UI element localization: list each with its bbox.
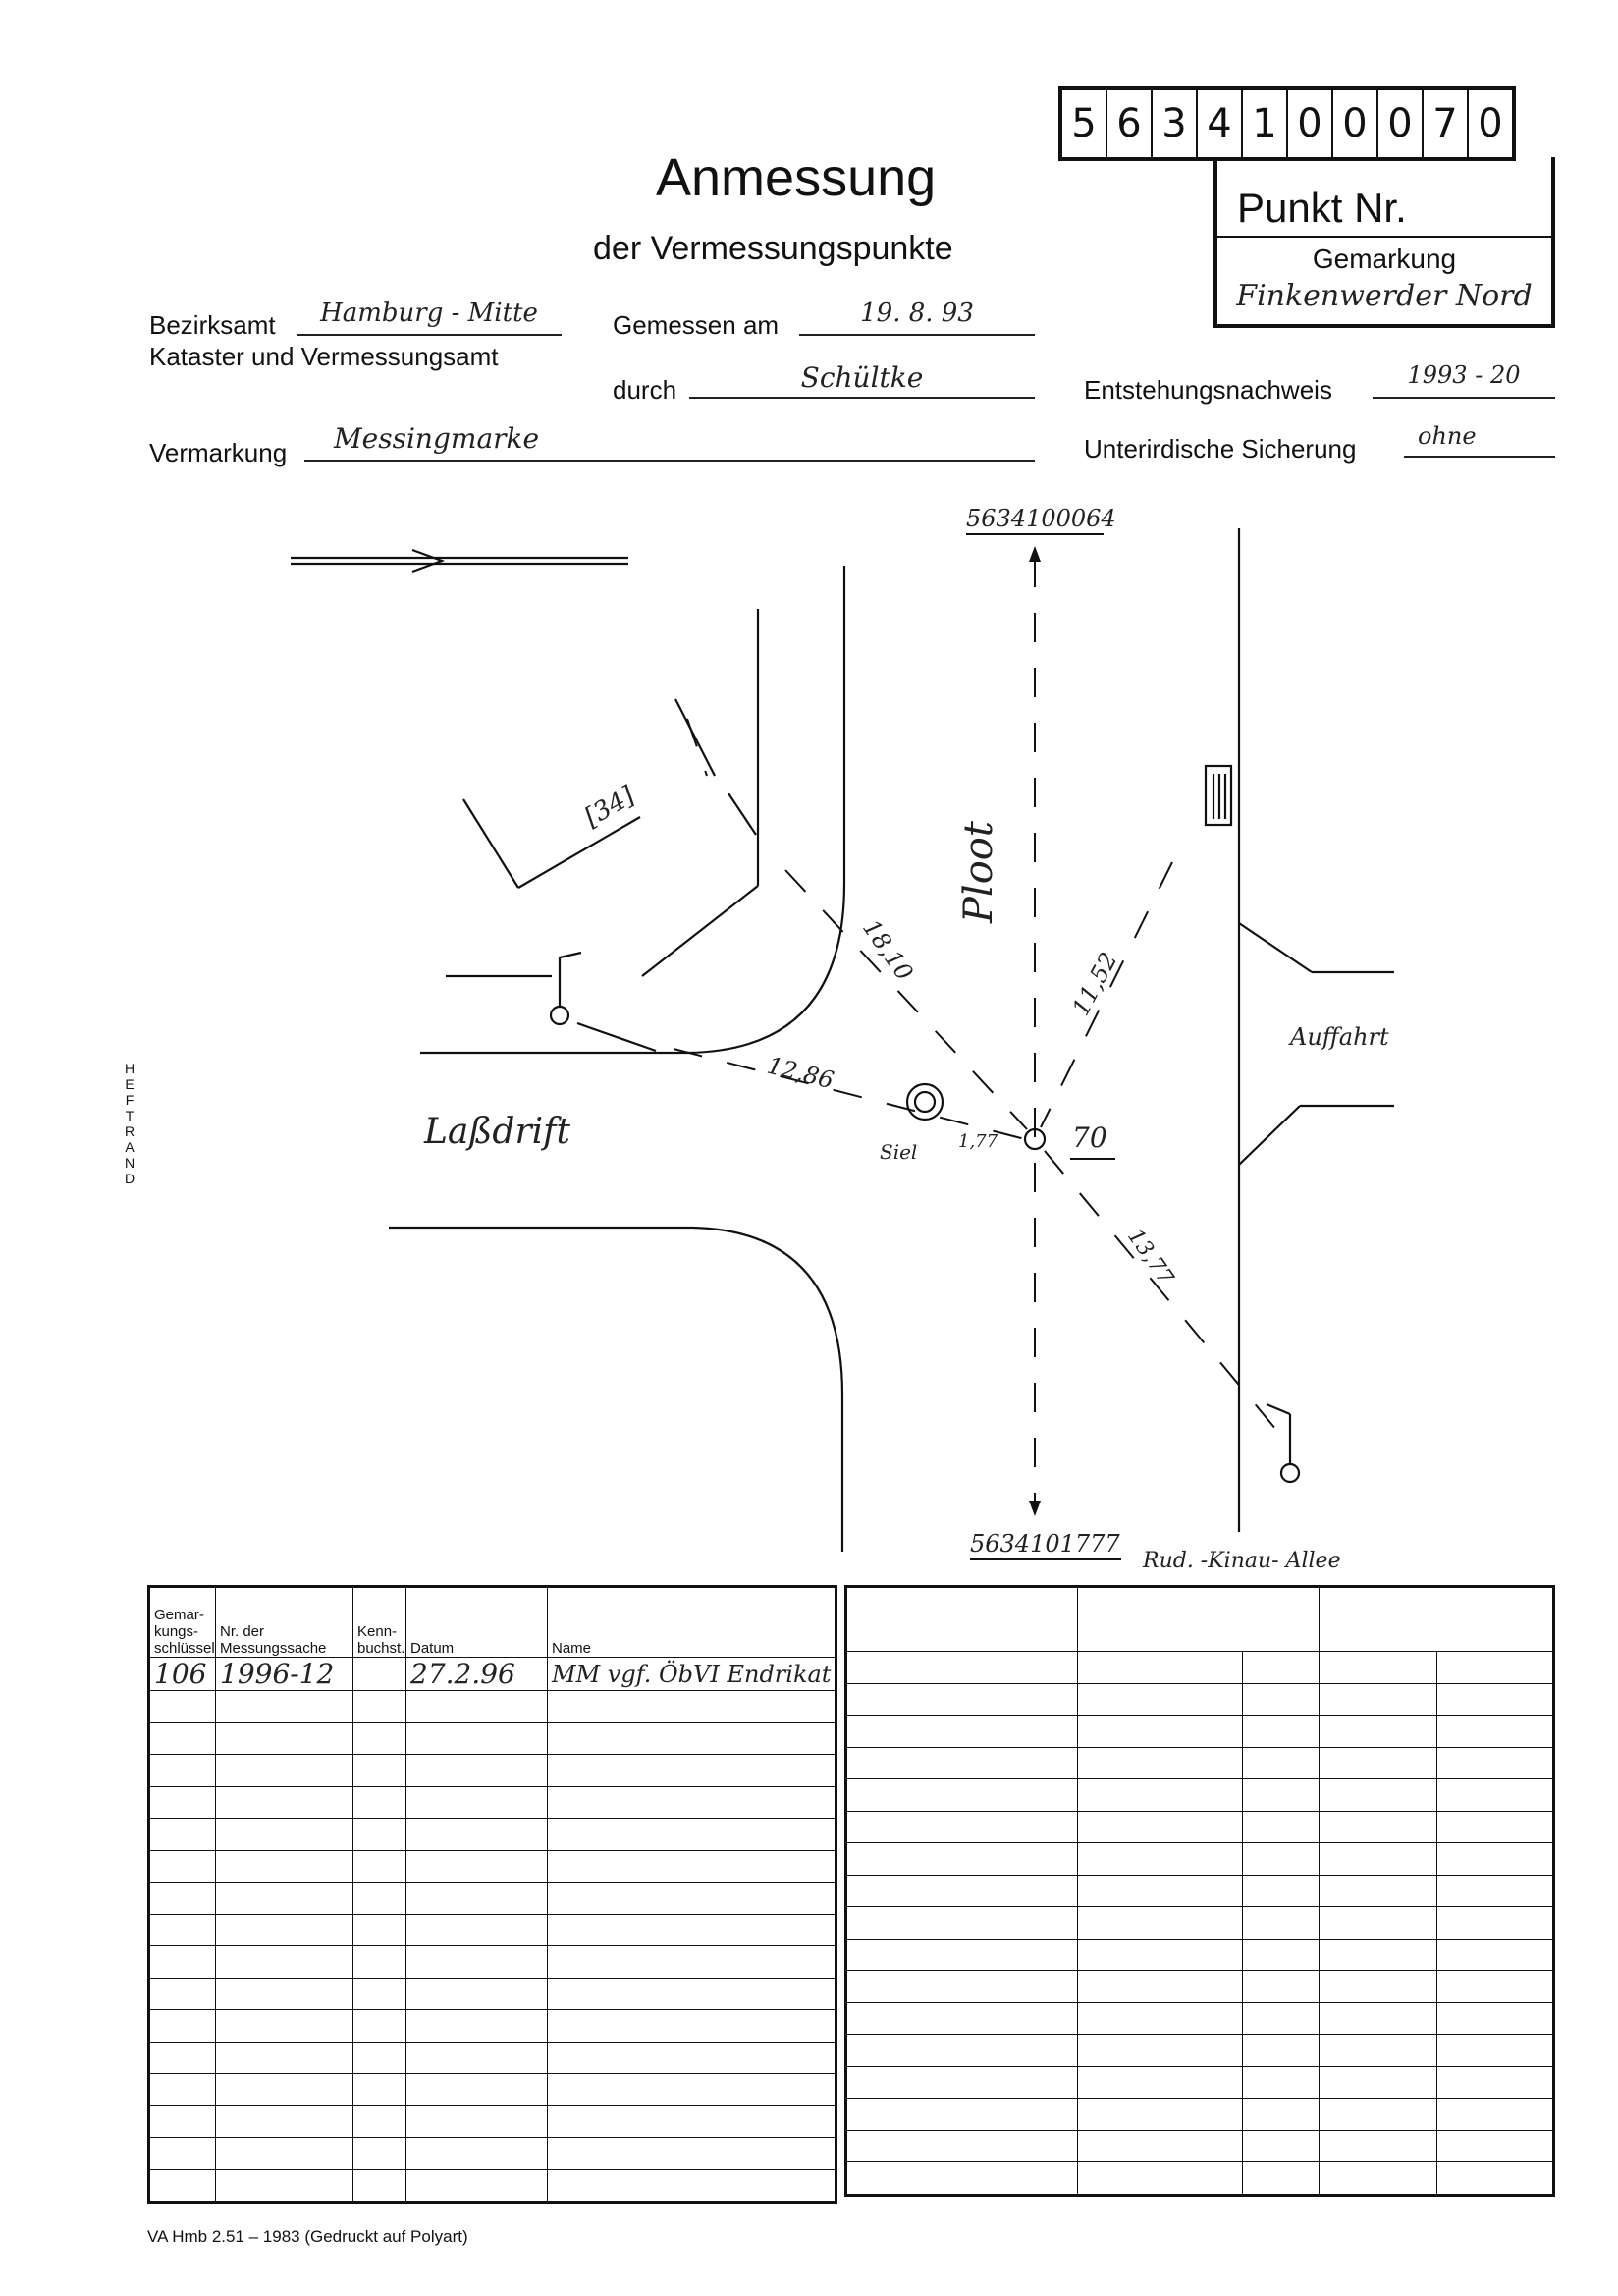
table-cell <box>353 2138 406 2170</box>
table-cell <box>216 1819 353 1851</box>
table-cell <box>1078 2066 1243 2099</box>
table-cell <box>548 2138 836 2170</box>
table-row <box>846 2035 1554 2067</box>
table-row <box>846 1652 1554 1684</box>
table-cell <box>846 2162 1078 2196</box>
table-cell <box>846 1843 1078 1876</box>
table-cell <box>846 2002 1078 2035</box>
col-header <box>406 1587 548 1658</box>
table-cell <box>406 1691 548 1723</box>
table-cell <box>1078 1843 1243 1876</box>
table-cell <box>548 1883 836 1915</box>
table-cell <box>1320 1587 1554 1652</box>
point-number-bottom: 5634101777 <box>970 1530 1120 1558</box>
table-row <box>149 1883 836 1915</box>
punkt-digit: 0 <box>1331 90 1376 157</box>
table-cell <box>353 1850 406 1883</box>
table-cell <box>1320 1875 1437 1907</box>
table-cell <box>1078 1683 1243 1716</box>
table-cell <box>1437 2066 1554 2099</box>
table-row <box>846 2162 1554 2196</box>
table-row <box>846 1716 1554 1748</box>
table-row <box>846 1875 1554 1907</box>
table-row <box>149 1850 836 1883</box>
vermarkung-label: Vermarkung <box>149 438 288 467</box>
distance-label: 11,52 <box>1066 947 1123 1020</box>
heftrand-label: HEFTRAND <box>124 1061 135 1186</box>
table-cell <box>149 1978 216 2010</box>
table-row <box>846 1747 1554 1779</box>
table-cell <box>846 1811 1078 1843</box>
table-cell <box>216 1850 353 1883</box>
table-cell <box>1320 1716 1437 1748</box>
table-cell <box>548 1722 836 1755</box>
table-cell <box>846 1875 1078 1907</box>
siel-marker <box>907 1084 943 1120</box>
table-cell <box>846 1587 1078 1652</box>
street-allee: Rud. -Kinau- Allee <box>1143 1549 1341 1573</box>
table-row <box>149 1722 836 1755</box>
table-cell <box>548 2074 836 2106</box>
distance-label: 1,77 <box>958 1131 998 1152</box>
table-cell <box>406 2138 548 2170</box>
table-cell <box>216 2105 353 2138</box>
table-row <box>149 1946 836 1979</box>
table-cell <box>149 2105 216 2138</box>
table-cell <box>149 1914 216 1946</box>
table-cell <box>149 1722 216 1755</box>
table-cell <box>353 1691 406 1723</box>
table-row <box>149 1755 836 1787</box>
table-row <box>149 1786 836 1819</box>
point-label: 70 <box>1072 1121 1107 1154</box>
table-cell <box>1320 2130 1437 2162</box>
table-cell <box>1320 2162 1437 2196</box>
table-row <box>149 1658 836 1691</box>
table-cell <box>149 2074 216 2106</box>
table-cell <box>548 1914 836 1946</box>
punkt-digit: 4 <box>1196 90 1241 157</box>
table-cell <box>406 1786 548 1819</box>
table-cell <box>1078 2162 1243 2196</box>
col-header <box>216 1587 353 1658</box>
table-row <box>149 2169 836 2203</box>
punkt-digit: 6 <box>1106 90 1151 157</box>
table-cell <box>1320 2035 1437 2067</box>
table-cell <box>353 1755 406 1787</box>
table-row <box>846 1683 1554 1716</box>
entstehung-value: 1993 - 20 <box>1373 361 1555 399</box>
table-cell <box>406 2042 548 2074</box>
table-cell <box>149 2138 216 2170</box>
table-cell <box>353 1786 406 1819</box>
table-cell <box>1078 1907 1243 1940</box>
table-cell <box>1243 1843 1320 1876</box>
table-cell <box>1320 1811 1437 1843</box>
table-cell <box>353 2042 406 2074</box>
table-cell <box>548 1819 836 1851</box>
table-cell <box>149 2169 216 2203</box>
table-row <box>846 2099 1554 2131</box>
table-cell <box>149 1946 216 1979</box>
table-cell <box>216 2074 353 2106</box>
point-number-top: 5634100064 <box>966 505 1116 532</box>
table-cell <box>548 2105 836 2138</box>
table-cell <box>846 1683 1078 1716</box>
table-row <box>149 1978 836 2010</box>
entstehung-label: Entstehungsnachweis <box>1084 375 1332 405</box>
table-cell <box>1320 2002 1437 2035</box>
table-cell <box>1320 1652 1437 1684</box>
table-cell <box>406 2169 548 2203</box>
table-cell <box>406 1946 548 1979</box>
table-row <box>846 1779 1554 1812</box>
distance-label: 12,86 <box>764 1051 836 1095</box>
table-cell <box>149 1691 216 1723</box>
table-cell <box>1437 1875 1554 1907</box>
table-cell <box>548 2042 836 2074</box>
table-cell <box>548 1978 836 2010</box>
table-cell <box>1078 1747 1243 1779</box>
measure-line <box>1045 1151 1276 1430</box>
table-cell <box>216 1755 353 1787</box>
table-cell <box>1243 2162 1320 2196</box>
table-cell <box>353 2074 406 2106</box>
table-cell <box>1437 2099 1554 2131</box>
table-cell <box>548 1691 836 1723</box>
table-row <box>846 1587 1554 1652</box>
table-cell <box>149 2010 216 2043</box>
street-ploot: Ploot <box>956 821 1001 923</box>
table-cell <box>1243 1747 1320 1779</box>
table-cell <box>216 1946 353 1979</box>
sicherung-value: ohne <box>1404 422 1555 458</box>
table-cell <box>406 2010 548 2043</box>
table-row <box>846 2130 1554 2162</box>
table-cell <box>548 1755 836 1787</box>
table-row <box>846 2066 1554 2099</box>
punkt-digit: 0 <box>1376 90 1422 157</box>
bezirksamt-value: Hamburg - Mitte <box>297 299 562 336</box>
table-cell <box>1078 2035 1243 2067</box>
durch-value: Schültke <box>689 361 1035 399</box>
table-cell <box>846 1747 1078 1779</box>
table-row <box>846 1811 1554 1843</box>
table-cell: 106 <box>149 1658 216 1691</box>
arrow-down-icon <box>1029 1501 1041 1516</box>
dimension-bracket: [34] <box>579 781 640 834</box>
table-cell <box>1320 1971 1437 2003</box>
measure-line <box>674 1049 1025 1139</box>
table-cell <box>149 1819 216 1851</box>
table-cell <box>846 1907 1078 1940</box>
history-table <box>147 1585 837 2204</box>
curb-line <box>389 1228 842 1552</box>
table-cell <box>1437 1811 1554 1843</box>
table-cell <box>548 1850 836 1883</box>
table-row <box>149 2138 836 2170</box>
gemarkung-label: Gemarkung <box>1312 244 1457 274</box>
table-row <box>846 1843 1554 1876</box>
street-lassdrift: Laßdrift <box>424 1112 570 1152</box>
table-cell <box>216 1914 353 1946</box>
table-cell <box>216 2010 353 2043</box>
table-cell <box>1243 2035 1320 2067</box>
table-cell <box>353 1978 406 2010</box>
table-row <box>149 2105 836 2138</box>
table-cell <box>1437 2130 1554 2162</box>
col-header-text: Datum <box>410 1640 455 1657</box>
table-cell <box>846 1939 1078 1971</box>
durch-label: durch <box>613 375 677 405</box>
kataster-label: Kataster und Vermessungsamt <box>149 342 499 371</box>
table-cell <box>353 1883 406 1915</box>
table-cell <box>1243 1716 1320 1748</box>
table-cell <box>548 1946 836 1979</box>
table-cell <box>353 1658 406 1691</box>
table-cell <box>216 1978 353 2010</box>
table-cell <box>1243 1779 1320 1812</box>
distance-label: 13,77 <box>1122 1225 1178 1290</box>
table-cell <box>1243 1907 1320 1940</box>
bezirksamt-label: Bezirksamt <box>149 310 276 340</box>
table-cell <box>1320 1907 1437 1940</box>
table-cell <box>846 1779 1078 1812</box>
table-cell <box>216 1691 353 1723</box>
table-cell <box>1437 1907 1554 1940</box>
table-row <box>149 1691 836 1723</box>
table-cell <box>1243 2066 1320 2099</box>
table-row <box>149 2042 836 2074</box>
col-header <box>353 1587 406 1658</box>
table-cell <box>846 2099 1078 2131</box>
siel-label: Siel <box>880 1140 918 1164</box>
table-row <box>846 2002 1554 2035</box>
table-cell <box>216 1883 353 1915</box>
table-cell <box>548 2169 836 2203</box>
table-row <box>149 1819 836 1851</box>
table-row <box>149 2074 836 2106</box>
table-cell <box>1437 1652 1554 1684</box>
table-cell <box>1078 1811 1243 1843</box>
table-cell <box>216 2169 353 2203</box>
table-cell <box>1320 1779 1437 1812</box>
table-cell <box>1320 1939 1437 1971</box>
table-cell <box>353 2010 406 2043</box>
page-subtitle: der Vermessungspunkte <box>593 230 953 267</box>
table-cell <box>353 1914 406 1946</box>
punkt-digit: 3 <box>1151 90 1196 157</box>
table-cell <box>1243 1939 1320 1971</box>
table-cell <box>1243 1875 1320 1907</box>
table-cell <box>406 1883 548 1915</box>
gemessen-label: Gemessen am <box>613 310 780 340</box>
table-cell <box>1437 1716 1554 1748</box>
sicherung-label: Unterirdische Sicherung <box>1084 434 1357 464</box>
table-cell <box>216 2138 353 2170</box>
table-cell <box>1243 1811 1320 1843</box>
table-cell <box>1320 1683 1437 1716</box>
table-row <box>149 2010 836 2043</box>
table-cell <box>1078 1716 1243 1748</box>
table-row <box>846 1971 1554 2003</box>
table-cell: 27.2.96 <box>406 1658 548 1691</box>
table-cell <box>1437 1779 1554 1812</box>
table-cell <box>216 1786 353 1819</box>
table-cell <box>353 1722 406 1755</box>
table-cell <box>149 1883 216 1915</box>
table-cell <box>1437 1939 1554 1971</box>
table-row <box>149 1914 836 1946</box>
table-cell: MM vgf. ÖbVI Endrikat <box>548 1658 836 1691</box>
table-cell <box>1437 2002 1554 2035</box>
table-cell <box>1320 1843 1437 1876</box>
table-cell <box>406 1914 548 1946</box>
table-cell <box>1320 1747 1437 1779</box>
col-header-text: Kenn- buchst. <box>357 1623 405 1657</box>
table-cell <box>846 2066 1078 2099</box>
table-cell <box>1243 2130 1320 2162</box>
table-cell <box>353 1946 406 1979</box>
table-cell <box>1437 2035 1554 2067</box>
gemarkung-value: Finkenwerder Nord <box>1236 279 1533 313</box>
table-cell <box>1078 2130 1243 2162</box>
form-footer: VA Hmb 2.51 – 1983 (Gedruckt auf Polyart) <box>147 2227 468 2246</box>
table-cell <box>1078 2002 1243 2035</box>
table-cell <box>1243 1652 1320 1684</box>
table-cell <box>1437 1971 1554 2003</box>
table-cell <box>406 1755 548 1787</box>
measure-line <box>1041 862 1172 1127</box>
table-cell <box>406 1819 548 1851</box>
gemessen-value: 19. 8. 93 <box>799 299 1035 336</box>
table-cell <box>1078 1971 1243 2003</box>
table-cell <box>846 2035 1078 2067</box>
table-cell <box>406 1978 548 2010</box>
punkt-digit: 1 <box>1241 90 1286 157</box>
table-row <box>846 1939 1554 1971</box>
table-cell: 1996-12 <box>216 1658 353 1691</box>
table-cell <box>1437 1843 1554 1876</box>
table-cell <box>1243 1683 1320 1716</box>
table-cell <box>1320 2099 1437 2131</box>
table-cell <box>1243 2099 1320 2131</box>
col-header <box>149 1587 216 1658</box>
punkt-digit: 5 <box>1071 101 1097 146</box>
punkt-digit: 0 <box>1286 90 1331 157</box>
table-cell <box>353 1819 406 1851</box>
table-cell <box>846 1652 1078 1684</box>
table-cell <box>353 2169 406 2203</box>
table-cell <box>846 2130 1078 2162</box>
table-cell <box>846 1971 1078 2003</box>
page-title: Anmessung <box>656 148 937 207</box>
table-cell <box>548 1786 836 1819</box>
table-cell <box>149 2042 216 2074</box>
auffahrt-label: Auffahrt <box>1290 1023 1389 1051</box>
table-cell <box>1078 2099 1243 2131</box>
col-header-text: Name <box>552 1640 592 1657</box>
table-cell <box>149 1786 216 1819</box>
table-cell <box>149 1850 216 1883</box>
col-header-text: Gemar- kungs- schlüssel <box>154 1607 215 1657</box>
direction-arrow-icon <box>291 550 628 572</box>
table-cell <box>1320 2066 1437 2099</box>
table-cell <box>1437 1747 1554 1779</box>
table-cell <box>216 2042 353 2074</box>
table-cell <box>353 2105 406 2138</box>
table-cell <box>1243 2002 1320 2035</box>
vermarkung-value: Messingmarke <box>304 422 1035 462</box>
punkt-label: Punkt Nr. <box>1237 185 1407 231</box>
table-cell <box>1078 1779 1243 1812</box>
table-cell <box>1243 1971 1320 2003</box>
history-table-continued <box>844 1585 1555 2197</box>
table-cell <box>406 1850 548 1883</box>
col-header <box>548 1587 836 1658</box>
table-cell <box>1437 1683 1554 1716</box>
table-cell <box>216 1722 353 1755</box>
punkt-digit: 7 <box>1422 90 1467 157</box>
table-cell <box>406 1722 548 1755</box>
table-cell <box>1437 2162 1554 2196</box>
distance-label: 18,10 <box>857 914 919 986</box>
table-cell <box>846 1716 1078 1748</box>
table-cell <box>1078 1652 1243 1684</box>
table-cell <box>149 1755 216 1787</box>
table-cell <box>1078 1587 1320 1652</box>
table-cell <box>406 2074 548 2106</box>
punkt-digit: 0 <box>1467 90 1512 157</box>
col-header-text: Nr. der Messungssache <box>220 1623 327 1657</box>
table-cell <box>1078 1939 1243 1971</box>
table-cell <box>548 2010 836 2043</box>
table-row <box>846 1907 1554 1940</box>
arrow-up-icon <box>1029 546 1041 562</box>
table-cell <box>406 2105 548 2138</box>
table-cell <box>1078 1875 1243 1907</box>
